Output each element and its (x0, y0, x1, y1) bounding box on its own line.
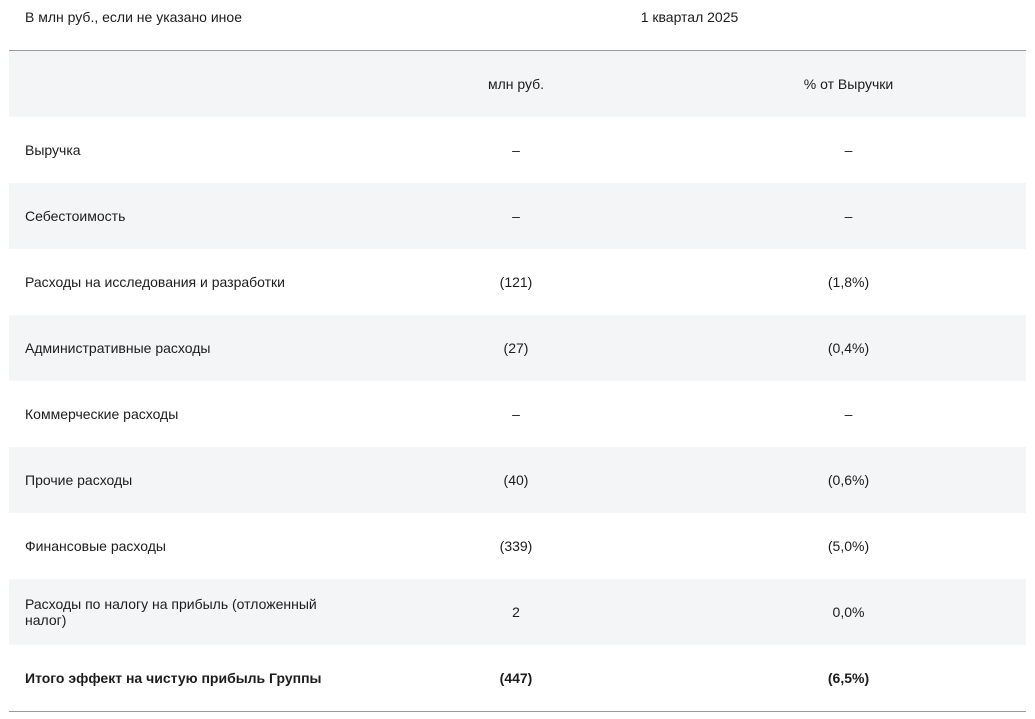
row-value: (121) (499, 274, 533, 290)
column-header-pct: % от Выручки (803, 76, 894, 92)
table-row (9, 513, 1026, 579)
total-value: (447) (499, 670, 533, 686)
table-row (9, 579, 1026, 645)
period-header (361, 0, 1026, 25)
column-header-rub: млн руб. (487, 76, 545, 92)
row-value: (27) (503, 340, 529, 356)
row-label: Расходы по налогу на прибыль (отложенный налог) (25, 596, 317, 628)
financial-table (9, 0, 1026, 712)
row-value: – (512, 142, 520, 158)
row-label: Финансовые расходы (25, 538, 166, 554)
total-row (9, 645, 1026, 712)
row-pct: – (844, 406, 853, 422)
row-pct: (0,4%) (827, 340, 870, 356)
row-pct: (1,8%) (827, 274, 870, 290)
row-value: 2 (512, 604, 520, 620)
row-label: Прочие расходы (25, 472, 133, 488)
table-header (9, 0, 1026, 51)
total-pct: (6,5%) (827, 670, 870, 686)
row-label: Себестоимость (25, 208, 126, 224)
units-note: В млн руб., если не указано иное (25, 9, 242, 25)
table-row (9, 381, 1026, 447)
row-value: (40) (503, 472, 529, 488)
row-pct: (0,6%) (827, 472, 870, 488)
row-pct: – (844, 208, 853, 224)
table-row (9, 183, 1026, 249)
row-pct: 0,0% (832, 604, 865, 620)
table-row (9, 117, 1026, 183)
row-value: – (512, 208, 520, 224)
table-row (9, 447, 1026, 513)
column-subheader (9, 51, 1026, 117)
period-label: 1 квартал 2025 (640, 9, 739, 25)
table-row (9, 249, 1026, 315)
row-label: Выручка (25, 142, 81, 158)
row-value: (339) (499, 538, 533, 554)
row-value: – (512, 406, 520, 422)
total-label: Итого эффект на чистую прибыль Группы (25, 670, 322, 686)
table-row (9, 315, 1026, 381)
row-label: Расходы на исследования и разработки (25, 274, 285, 290)
row-pct: – (844, 142, 853, 158)
row-label: Административные расходы (25, 340, 211, 356)
row-pct: (5,0%) (827, 538, 870, 554)
row-label: Коммерческие расходы (25, 406, 179, 422)
